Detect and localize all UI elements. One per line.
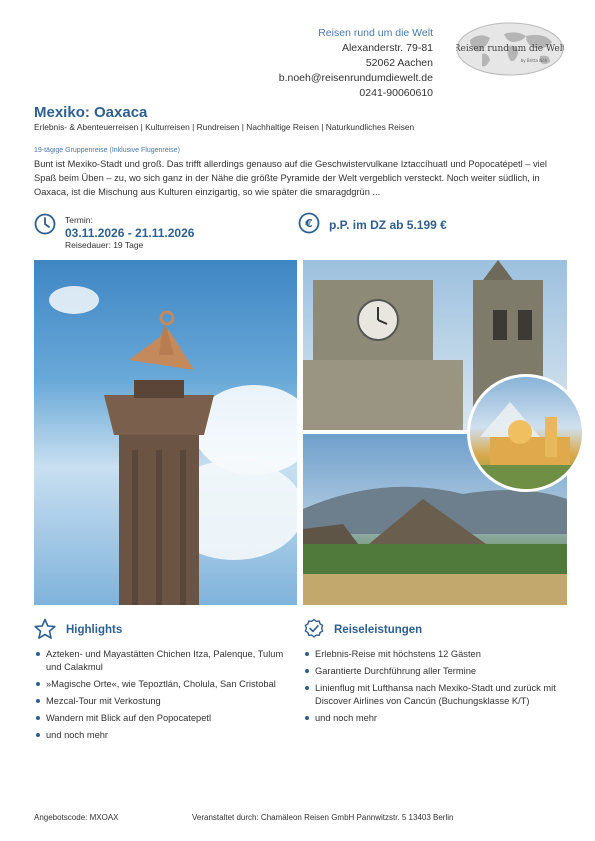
list-item: Linienflug mit Lufthansa nach Mexiko-Stadt und zurück mit Discover Airlines von Cancún (Buchungsklasse K/T) xyxy=(303,682,567,708)
clock-icon xyxy=(34,213,56,235)
organizer: Veranstaltet durch: Chamäleon Reisen GmbH Pannwitzstr. 5 13403 Berlin xyxy=(192,813,454,822)
logo-subtext: by Britta Nöh xyxy=(520,58,548,63)
church-cholula-photo xyxy=(467,374,585,492)
list-item: Mezcal-Tour mit Verkostung xyxy=(34,695,296,708)
termin-dates: 03.11.2026 - 21.11.2026 xyxy=(65,226,195,240)
highlights-list xyxy=(34,648,296,746)
services-title: Reiseleistungen xyxy=(334,624,423,636)
agency-street: Alexanderstr. 79-81 xyxy=(341,42,433,54)
agency-email[interactable]: b.noeh@reisenrundumdiewelt.de xyxy=(278,72,433,84)
agency-phone[interactable]: 0241-90060610 xyxy=(359,87,433,99)
list-item: Garantierte Durchführung aller Termine xyxy=(303,665,567,678)
agency-logo xyxy=(456,22,564,76)
list-item: und noch mehr xyxy=(303,712,567,725)
logo-text: Reisen rund um die Welt xyxy=(456,44,564,54)
list-item: und noch mehr xyxy=(34,729,296,742)
list-item: Wandern mit Blick auf den Popocatepetl xyxy=(34,712,296,725)
termin-label: Termin: xyxy=(65,215,93,225)
agency-address xyxy=(279,26,433,101)
trip-intro: Bunt ist Mexiko-Stadt und groß. Das trifft allerdings genauso auf die Geschwistervulkane Iztaccíhuatl und Popocatépetl – viel Spaß beim Üben – zu, wo sich ganz in der Nähe die größte Pyramide der Welt vergeblich versteckt. Noch weiter südlich, in Oaxaca, ist die Mischung aus Kulturen einzigartig, so wie später die smaragdgrün ... xyxy=(34,159,547,197)
list-item: Azteken- und Mayastätten Chichen Itza, Palenque, Tulum und Calakmul xyxy=(34,648,296,674)
agency-name: Reisen rund um die Welt xyxy=(318,27,433,39)
page-title: Mexiko: Oaxaca xyxy=(34,104,148,121)
price: p.P. im DZ ab 5.199 € xyxy=(329,218,447,232)
offer-code: Angebotscode: MXOAX xyxy=(34,813,119,822)
list-item: Erlebnis-Reise mit höchstens 12 Gästen xyxy=(303,648,567,661)
svg-text:€: € xyxy=(305,217,313,230)
trip-subtitle: 19-tägige Gruppenreise (Inklusive Flugenreise) xyxy=(34,147,180,154)
angel-of-independence-photo xyxy=(34,260,297,605)
trip-categories: Erlebnis- & Abenteuerreisen | Kulturreisen | Rundreisen | Nachhaltige Reisen | Naturkundliches Reisen xyxy=(34,122,415,132)
check-circle-icon xyxy=(303,618,325,640)
trip-duration: Reisedauer: 19 Tage xyxy=(65,240,144,250)
services-list xyxy=(303,648,567,729)
euro-icon xyxy=(298,212,320,234)
star-icon xyxy=(34,618,56,640)
agency-city: 52062 Aachen xyxy=(365,57,433,69)
list-item: »Magische Orte«, wie Tepoztlán, Cholula, San Cristobal xyxy=(34,678,296,691)
highlights-title: Highlights xyxy=(66,624,123,636)
